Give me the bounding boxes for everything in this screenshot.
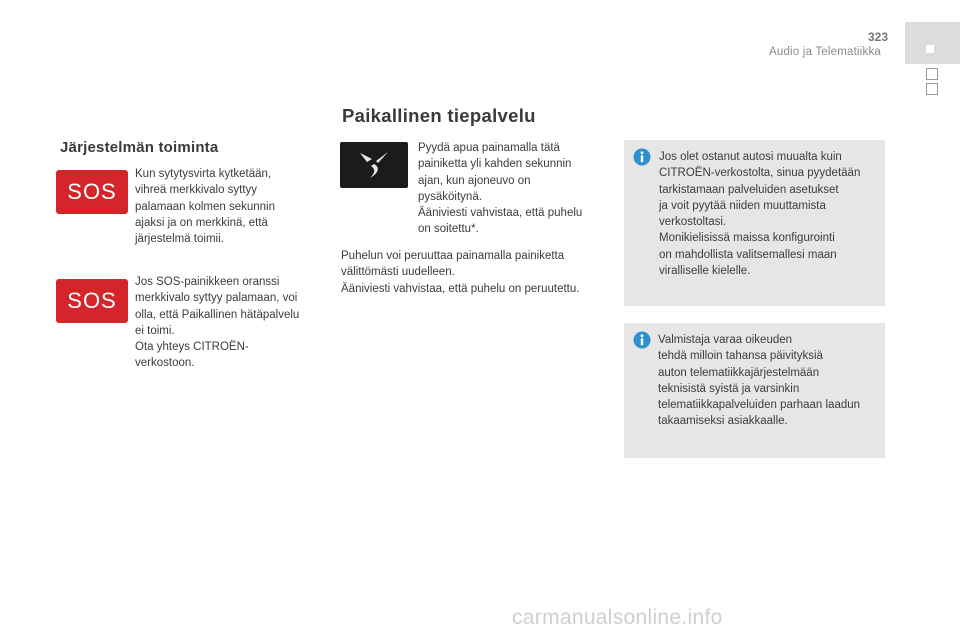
text-line: Ääniviesti vahvistaa, että puhelu on peruutettu. <box>341 282 580 295</box>
text-line: Kun sytytysvirta kytketään, <box>135 168 272 180</box>
page-number: 323 <box>868 30 889 44</box>
ds-logo-graphic <box>354 148 394 182</box>
text-line: Ääniviesti vahvistaa, että puhelu <box>418 207 583 220</box>
nav-box-1[interactable] <box>926 68 938 80</box>
text-line: verkostoon. <box>135 357 195 370</box>
text-line: telematiikkapalveluiden parhaan laadun <box>658 399 861 412</box>
text-line: Ota yhteys CITROËN- <box>135 341 249 354</box>
system-text-2 <box>135 274 325 372</box>
text-line: CITROËN-verkostolta, sinua pyydetään <box>659 167 861 180</box>
text-line: vihreä merkkivalo syttyy <box>135 184 258 197</box>
corner-tab-marker <box>926 45 934 53</box>
text-line: ajan, kun ajoneuvo on <box>418 174 531 187</box>
text-line: ja voit pyytää niiden muuttamista <box>659 199 826 212</box>
text-line: Jos SOS-painikkeen oranssi <box>135 276 280 288</box>
sos-button-orange-icon <box>56 279 128 323</box>
text-line: järjestelmä toimii. <box>135 233 224 246</box>
text-line: pysäköitynä. <box>418 190 482 203</box>
text-line: teknisistä syistä ja varsinkin <box>658 382 800 395</box>
text-line: ei toimi. <box>135 324 175 337</box>
text-line: välittömästi uudelleen. <box>341 266 455 279</box>
road-service-text-2 <box>341 248 611 297</box>
info-icon <box>633 148 651 166</box>
heading-system-operation: Järjestelmän toiminta <box>60 139 219 156</box>
info-text-2 <box>658 332 882 430</box>
text-line: Jos olet ostanut autosi muualta kuin <box>659 151 842 163</box>
text-line: painiketta yli kahden sekunnin <box>418 158 572 171</box>
text-line: tarkistamaan palveluiden asetukset <box>659 183 839 196</box>
info-text-1 <box>659 149 881 279</box>
info-box-1 <box>624 140 885 306</box>
sos-label: SOS <box>67 288 117 313</box>
corner-tab <box>905 22 960 64</box>
road-service-text-1 <box>418 140 608 238</box>
info-box-2 <box>624 323 885 458</box>
text-line: Valmistaja varaa oikeuden <box>658 334 793 346</box>
text-line: olla, että Paikallinen hätäpalvelu <box>135 308 300 321</box>
heading-local-road-service: Paikallinen tiepalvelu <box>342 105 536 126</box>
text-line: merkkivalo syttyy palamaan, voi <box>135 292 298 305</box>
system-text-1 <box>135 166 320 247</box>
text-line: auton telematiikkajärjestelmään <box>658 366 820 379</box>
text-line: on mahdollista valitsemallesi maan <box>659 248 837 261</box>
text-line: Monikielisissä maissa konfigurointi <box>659 232 835 245</box>
nav-box-2[interactable] <box>926 83 938 95</box>
text-line: Puhelun voi peruuttaa painamalla painiketta <box>341 250 565 262</box>
sos-button-icon <box>56 170 128 214</box>
text-line: Pyydä apua painamalla tätä <box>418 142 560 154</box>
text-line: tehdä milloin tahansa päivityksiä <box>658 350 823 363</box>
text-line: viralliselle kielelle. <box>659 265 751 278</box>
text-line: takaamiseksi asiakkaalle. <box>658 415 788 428</box>
watermark: carmanualsonline.info <box>512 606 723 629</box>
text-line: on soitettu*. <box>418 223 479 236</box>
text-line: verkostoltasi. <box>659 216 727 229</box>
section-title: Audio ja Telematiikka <box>769 46 882 58</box>
ds-logo-icon <box>340 142 408 188</box>
text-line: ajaksi ja on merkkinä, että <box>135 216 268 229</box>
text-line: palamaan kolmen sekunnin <box>135 200 276 213</box>
sos-label: SOS <box>67 179 117 204</box>
info-icon <box>633 331 651 349</box>
